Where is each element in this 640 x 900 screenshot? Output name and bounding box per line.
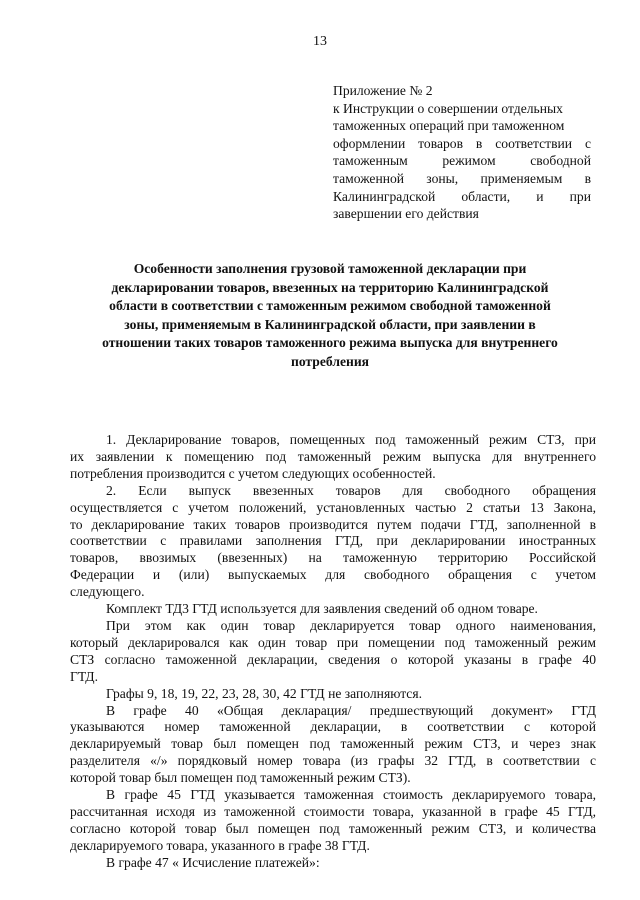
title-line: потребления bbox=[290, 353, 370, 369]
paragraph-line: который декларировался как один товар при помещении под таможенный режим bbox=[70, 634, 596, 650]
paragraph-line: то декларирование таких товаров производится путем подачи ГТД, заполненной в bbox=[70, 516, 596, 532]
paragraph-line: В графе 40 «Общая декларация/ предшествующий документ» ГТД bbox=[106, 702, 596, 718]
paragraph-line: потребления производится с учетом следующих особенностей. bbox=[70, 465, 436, 481]
paragraph-line: 1. Декларирование товаров, помещенных под таможенный режим СТЗ, при bbox=[106, 432, 596, 447]
paragraph-line: которой товар был помещен под таможенный режим СТЗ). bbox=[70, 770, 411, 786]
title-line: зоны, применяемым в Калининградской области, при заявлении в bbox=[124, 316, 536, 332]
appendix-line: оформлении товаров в соответствии с bbox=[333, 135, 591, 151]
appendix-line: завершении его действия bbox=[333, 206, 479, 222]
paragraph-line: В графе 47 « Исчисление платежей»: bbox=[106, 854, 320, 870]
paragraph-line: В графе 45 ГТД указывается таможенная стоимость декларируемого товара, bbox=[106, 787, 596, 803]
paragraph-line: соответствии с правилами заполнения ГТД, при декларировании иностранных bbox=[70, 533, 596, 549]
paragraph-line: указываются номер таможенной декларации, в соответствии с которой bbox=[70, 719, 596, 735]
page-number: 13 bbox=[313, 34, 327, 49]
paragraph-line: их заявлении к помещению под таможенный режим выпуска для внутреннего bbox=[70, 448, 596, 464]
title-line: отношении таких товаров таможенного режима выпуска для внутреннего bbox=[102, 335, 558, 351]
title-line: декларировании товаров, ввезенных на территорию Калининградской bbox=[111, 279, 549, 295]
paragraph-line: СТЗ согласно таможенной декларации, сведения о которой указаны в графе 40 bbox=[70, 651, 596, 667]
document-title bbox=[70, 260, 590, 372]
paragraph-line: товаров, ввозимых (ввезенных) на таможенную территорию Российской bbox=[70, 550, 596, 566]
appendix-line: к Инструкции о совершении отдельных bbox=[333, 100, 563, 116]
paragraph-line: ГТД. bbox=[70, 668, 98, 684]
paragraph-line: осуществляется с учетом положений, установленных частью 2 статьи 13 Закона, bbox=[70, 499, 596, 515]
paragraph-line: согласно которой товар был помещен под таможенный режим СТЗ, и количества bbox=[70, 820, 596, 836]
paragraph-line: рассчитанная исходя из таможенной стоимости товара, указанной в графе 45 ГТД, bbox=[70, 803, 596, 819]
appendix-line: таможенным режимом свободной bbox=[333, 153, 591, 169]
appendix-line: Калининградской области, и при bbox=[333, 188, 591, 204]
appendix-line: таможенных операций при таможенном bbox=[333, 118, 565, 134]
paragraph-line: разделителя «/» порядковый номер товара (из графы 32 ГТД, в соответствии с bbox=[70, 753, 596, 769]
appendix-line: таможенной зоны, применяемым в bbox=[333, 170, 591, 186]
appendix-line: Приложение № 2 bbox=[333, 83, 433, 98]
paragraph-line: 2. Если выпуск ввезенных товаров для свободного обращения bbox=[106, 482, 596, 498]
paragraph-line: При этом как один товар декларируется товар одного наименования, bbox=[106, 617, 596, 633]
paragraph-line: декларируемый товар был помещен под таможенный режим СТЗ, и через знак bbox=[70, 736, 596, 752]
paragraph-line: следующего. bbox=[70, 584, 145, 600]
title-line: области в соответствии с таможенным режимом свободной таможенной bbox=[109, 298, 551, 314]
title-line: Особенности заполнения грузовой таможенной декларации при bbox=[133, 261, 527, 276]
paragraph-line: Графы 9, 18, 19, 22, 23, 28, 30, 42 ГТД не заполняются. bbox=[106, 685, 422, 701]
document-body bbox=[70, 432, 596, 872]
paragraph-line: декларируемого товара, указанного в графе 38 ГТД. bbox=[70, 837, 370, 853]
appendix-block bbox=[333, 82, 591, 223]
paragraph-line: Федерации и (или) выпускаемых для свободного обращения с учетом bbox=[70, 567, 596, 583]
paragraph-line: Комплект ТД3 ГТД используется для заявления сведений об одном товаре. bbox=[106, 601, 538, 617]
